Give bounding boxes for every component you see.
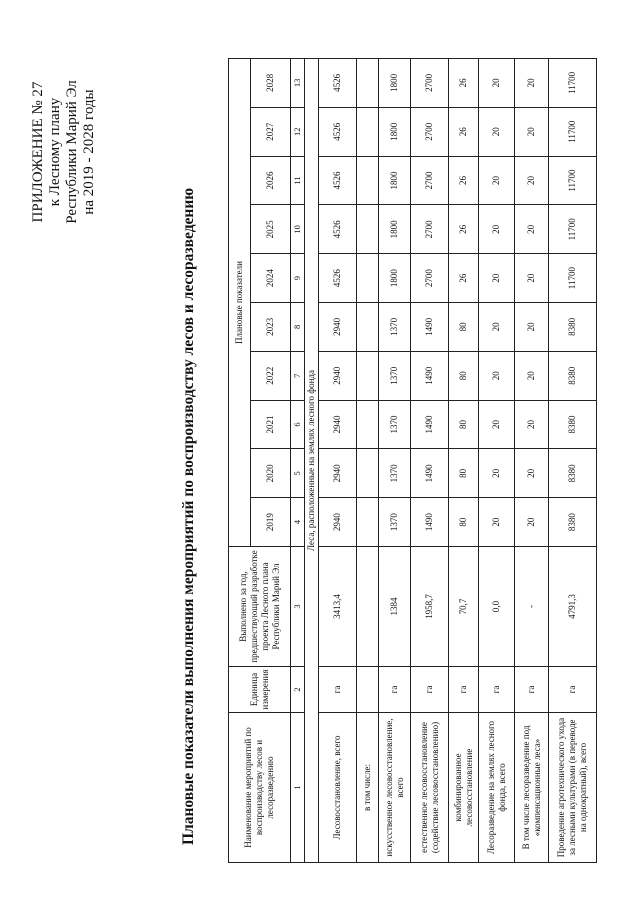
row-plan-value: 2700	[411, 254, 449, 303]
row-plan-value: 80	[449, 449, 479, 498]
row-done-value: -	[515, 547, 549, 667]
row-plan-value: 20	[515, 107, 549, 156]
row-unit: га	[479, 667, 515, 713]
row-plan-value: 1370	[379, 449, 411, 498]
row-plan-value: 1800	[379, 107, 411, 156]
row-plan-value: 20	[515, 254, 549, 303]
column-number: 12	[291, 107, 305, 156]
row-plan-value: 80	[449, 351, 479, 400]
row-name: естественное лесовосстановление (содействие лесовосстановлению)	[411, 713, 449, 863]
table-row	[379, 59, 411, 863]
header-name: Наименование мероприятий по воспроизводству лесов и лесоразведению	[229, 713, 291, 863]
column-number: 3	[291, 547, 305, 667]
row-done-value: 1384	[379, 547, 411, 667]
year-header: 2021	[251, 400, 291, 449]
row-unit: га	[449, 667, 479, 713]
year-header: 2020	[251, 449, 291, 498]
header-planned: Плановые показатели	[229, 59, 251, 547]
row-plan-value: 11700	[549, 156, 597, 205]
row-plan-value: 80	[449, 498, 479, 547]
row-plan-value	[357, 254, 379, 303]
row-plan-value: 20	[515, 205, 549, 254]
appendix-line: Республики Марий Эл	[64, 80, 80, 224]
row-plan-value: 1490	[411, 498, 449, 547]
row-name: Лесоразведение на землях лесного фонда, всего	[479, 713, 515, 863]
row-plan-value	[357, 400, 379, 449]
column-number: 13	[291, 59, 305, 108]
row-plan-value: 20	[515, 303, 549, 352]
row-plan-value	[357, 449, 379, 498]
row-plan-value: 8380	[549, 303, 597, 352]
column-number: 10	[291, 205, 305, 254]
row-plan-value: 80	[449, 303, 479, 352]
row-plan-value: 2940	[319, 400, 357, 449]
row-plan-value: 11700	[549, 59, 597, 108]
table-row	[549, 59, 597, 863]
row-plan-value: 1800	[379, 205, 411, 254]
row-unit: га	[411, 667, 449, 713]
row-name: искусственное лесовосстановление, всего	[379, 713, 411, 863]
appendix-line: на 2019 - 2028 годы	[81, 89, 97, 215]
column-number: 11	[291, 156, 305, 205]
row-plan-value	[357, 107, 379, 156]
row-done-value: 4791,3	[549, 547, 597, 667]
row-plan-value: 20	[479, 449, 515, 498]
table-row	[319, 59, 357, 863]
row-plan-value: 2700	[411, 107, 449, 156]
row-done-value: 1958,7	[411, 547, 449, 667]
table-row	[479, 59, 515, 863]
year-header: 2028	[251, 59, 291, 108]
row-plan-value: 20	[515, 59, 549, 108]
row-name: комбинированное лесовосстановление	[449, 713, 479, 863]
column-number: 9	[291, 254, 305, 303]
column-number: 8	[291, 303, 305, 352]
row-plan-value: 20	[479, 107, 515, 156]
row-plan-value: 26	[449, 156, 479, 205]
year-header: 2027	[251, 107, 291, 156]
row-plan-value: 2700	[411, 205, 449, 254]
header-unit: Единица измерения	[229, 667, 291, 713]
row-plan-value: 1800	[379, 59, 411, 108]
row-plan-value: 8380	[549, 351, 597, 400]
row-done-value: 3413,4	[319, 547, 357, 667]
row-done-value: 0,0	[479, 547, 515, 667]
row-name: Лесовосстановление, всего	[319, 713, 357, 863]
row-plan-value	[357, 205, 379, 254]
row-plan-value	[357, 156, 379, 205]
table-row	[357, 59, 379, 863]
year-header: 2025	[251, 205, 291, 254]
row-plan-value: 11700	[549, 254, 597, 303]
row-plan-value: 2940	[319, 498, 357, 547]
row-plan-value	[357, 59, 379, 108]
column-number: 7	[291, 351, 305, 400]
row-plan-value: 26	[449, 59, 479, 108]
year-header: 2026	[251, 156, 291, 205]
row-plan-value: 1800	[379, 254, 411, 303]
plan-table	[228, 58, 597, 863]
row-plan-value: 20	[479, 59, 515, 108]
table-row	[411, 59, 449, 863]
section-label: Леса, расположенные на землях лесного фонда	[305, 59, 319, 863]
row-plan-value: 8380	[549, 400, 597, 449]
row-plan-value: 2700	[411, 59, 449, 108]
row-plan-value: 26	[449, 205, 479, 254]
row-plan-value: 1370	[379, 303, 411, 352]
appendix-number: ПРИЛОЖЕНИЕ № 27	[30, 81, 46, 223]
row-plan-value: 4526	[319, 59, 357, 108]
row-plan-value: 2940	[319, 351, 357, 400]
row-plan-value: 4526	[319, 156, 357, 205]
header-done: Выполнено за год, предшествующий разработке проекта Лесного плана Республики Марий Эл	[229, 547, 291, 667]
row-name: в том числе:	[357, 713, 379, 863]
row-plan-value: 26	[449, 254, 479, 303]
row-plan-value: 20	[515, 351, 549, 400]
row-plan-value: 4526	[319, 254, 357, 303]
column-number-row	[291, 59, 305, 863]
row-unit: га	[549, 667, 597, 713]
row-plan-value: 20	[479, 205, 515, 254]
column-number: 1	[291, 713, 305, 863]
row-plan-value: 1370	[379, 400, 411, 449]
table-row	[449, 59, 479, 863]
document-title: Плановые показатели выполнения мероприятий по воспроизводству лесов и лесоразведению	[180, 187, 197, 845]
column-number: 2	[291, 667, 305, 713]
row-plan-value: 1490	[411, 449, 449, 498]
row-plan-value: 80	[449, 400, 479, 449]
row-plan-value: 20	[479, 400, 515, 449]
row-plan-value: 8380	[549, 498, 597, 547]
year-header: 2022	[251, 351, 291, 400]
column-number: 6	[291, 400, 305, 449]
row-plan-value: 20	[515, 400, 549, 449]
row-plan-value: 20	[515, 449, 549, 498]
row-plan-value: 20	[479, 303, 515, 352]
row-done-value	[357, 547, 379, 667]
row-plan-value: 1490	[411, 351, 449, 400]
row-unit	[357, 667, 379, 713]
year-header: 2023	[251, 303, 291, 352]
table-row	[515, 59, 549, 863]
row-plan-value: 8380	[549, 449, 597, 498]
row-unit: га	[319, 667, 357, 713]
row-plan-value: 20	[515, 498, 549, 547]
row-plan-value: 2940	[319, 449, 357, 498]
appendix-line: к Лесному плану	[47, 97, 63, 207]
row-plan-value: 1490	[411, 400, 449, 449]
row-plan-value: 4526	[319, 205, 357, 254]
row-unit: га	[515, 667, 549, 713]
row-name: В том числе лесоразведение под «компенсационные леса»	[515, 713, 549, 863]
row-plan-value: 20	[479, 351, 515, 400]
row-plan-value: 2940	[319, 303, 357, 352]
row-plan-value: 20	[479, 254, 515, 303]
row-plan-value	[357, 303, 379, 352]
row-plan-value: 11700	[549, 205, 597, 254]
section-row	[305, 59, 319, 863]
row-plan-value: 20	[515, 156, 549, 205]
row-plan-value	[357, 351, 379, 400]
row-plan-value: 26	[449, 107, 479, 156]
row-plan-value: 11700	[549, 107, 597, 156]
year-header: 2024	[251, 254, 291, 303]
row-plan-value: 1370	[379, 351, 411, 400]
row-done-value: 70,7	[449, 547, 479, 667]
row-plan-value: 20	[479, 156, 515, 205]
appendix-heading	[30, 42, 98, 262]
row-plan-value: 20	[479, 498, 515, 547]
row-unit: га	[379, 667, 411, 713]
row-plan-value: 2700	[411, 156, 449, 205]
year-header: 2019	[251, 498, 291, 547]
row-plan-value: 1490	[411, 303, 449, 352]
column-number: 4	[291, 498, 305, 547]
row-plan-value	[357, 498, 379, 547]
row-plan-value: 1800	[379, 156, 411, 205]
row-plan-value: 1370	[379, 498, 411, 547]
row-name: Проведение агротехнического ухода за лесными культурами (в переводе на однократный), всего	[549, 713, 597, 863]
column-number: 5	[291, 449, 305, 498]
row-plan-value: 4526	[319, 107, 357, 156]
